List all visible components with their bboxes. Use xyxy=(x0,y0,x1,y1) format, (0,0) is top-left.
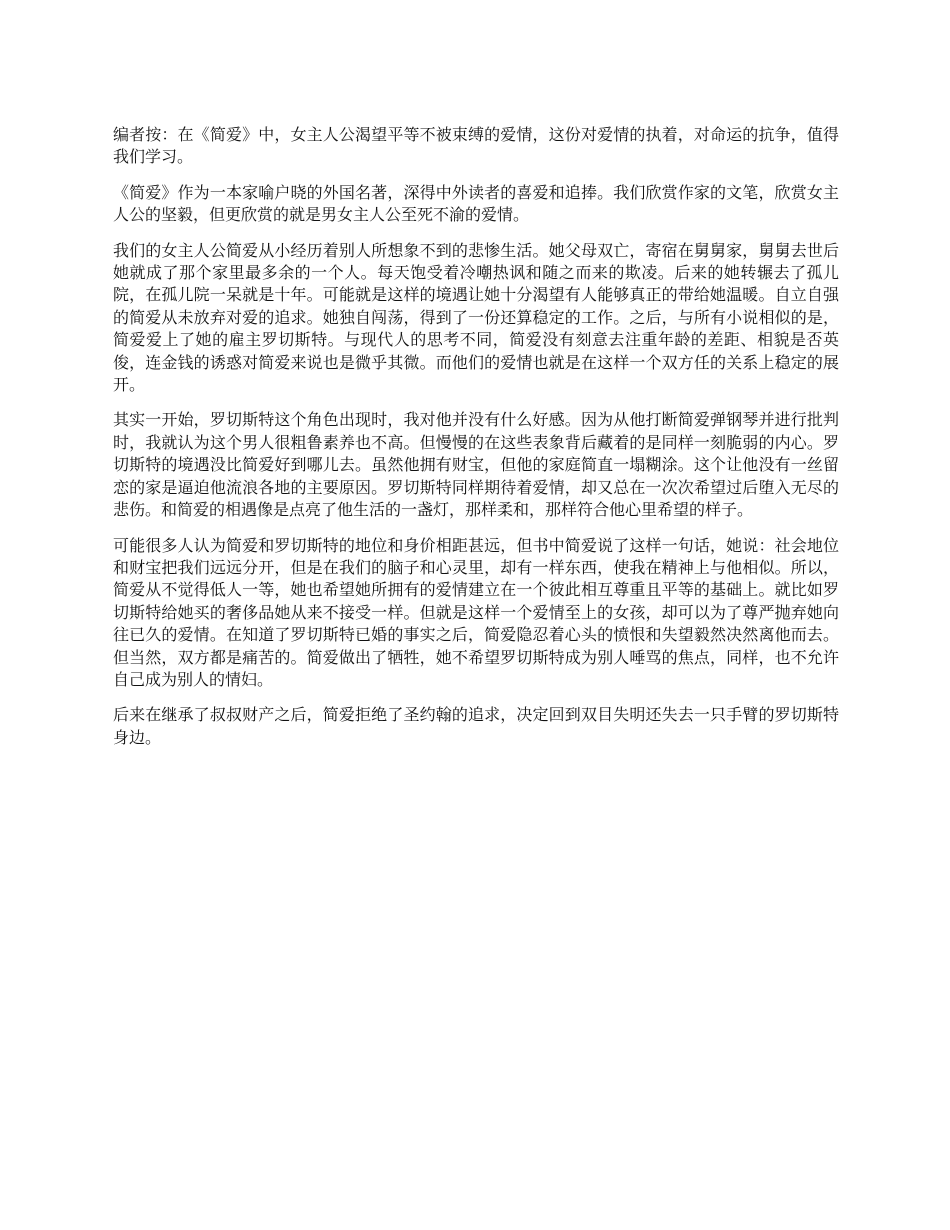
editor-note-paragraph: 编者按：在《简爱》中，女主人公渴望平等不被束缚的爱情，这份对爱情的执着，对命运的抗争，值得我们学习。 xyxy=(113,125,839,167)
document-page xyxy=(113,124,839,749)
body-paragraph: 我们的女主人公简爱从小经历着别人所想象不到的悲惨生活。她父母双亡，寄宿在舅舅家，舅舅去世后她就成了那个家里最多余的一个人。每天饱受着冷嘲热讽和随之而来的欺凌。后来的她转辗去了孤儿院，在孤儿院一呆就是十年。可能就是这样的境遇让她十分渴望有人能够真正的带给她温暖。自立自强的简爱从未放弃对爱的追求。她独自闯荡，得到了一份还算稳定的工作。之后，与所有小说相似的是，简爱爱上了她的雇主罗切斯特。与现代人的思考不同，简爱没有刻意去注重年龄的差距、相貌是否英俊，连金钱的诱惑对简爱来说也是微乎其微。而他们的爱情也就是在这样一个双方任的关系上稳定的展开。 xyxy=(113,240,839,395)
body-paragraph: 后来在继承了叔叔财产之后，简爱拒绝了圣约翰的追求，决定回到双目失明还失去一只手臂的罗切斯特身边。 xyxy=(113,705,839,747)
body-paragraph: 其实一开始，罗切斯特这个角色出现时，我对他并没有什么好感。因为从他打断简爱弹钢琴并进行批判时，我就认为这个男人很粗鲁素养也不高。但慢慢的在这些表象背后藏着的是同样一刻脆弱的内心。罗切斯特的境遇没比简爱好到哪儿去。虽然他拥有财宝，但他的家庭简直一塌糊涂。这个让他没有一丝留恋的家是逼迫他流浪各地的主要原因。罗切斯特同样期待着爱情，却又总在一次次希望过后堕入无尽的悲伤。和简爱的相遇像是点亮了他生活的一盏灯，那样柔和，那样符合他心里希望的样子。 xyxy=(113,410,839,520)
body-paragraph: 《简爱》作为一本家喻户晓的外国名著，深得中外读者的喜爱和追捧。我们欣赏作家的文笔，欣赏女主人公的坚毅，但更欣赏的就是男女主人公至死不渝的爱情。 xyxy=(113,182,839,225)
body-paragraph: 可能很多人认为简爱和罗切斯特的地位和身价相距甚远，但书中简爱说了这样一句话，她说：社会地位和财宝把我们远远分开，但是在我们的脑子和心灵里，却有一样东西，使我在精神上与他相似。所以，简爱从不觉得低人一等，她也希望她所拥有的爱情建立在一个彼此相互尊重且平等的基础上。就比如罗切斯特给她买的奢侈品她从来不接受一样。但就是这样一个爱情至上的女孩，却可以为了尊严抛弃她向往已久的爱情。在知道了罗切斯特已婚的事实之后，简爱隐忍着心头的愤恨和失望毅然决然离他而去。但当然，双方都是痛苦的。简爱做出了牺牲，她不希望罗切斯特成为别人唾骂的焦点，同样，也不允许自己成为别人的情妇。 xyxy=(113,535,839,689)
